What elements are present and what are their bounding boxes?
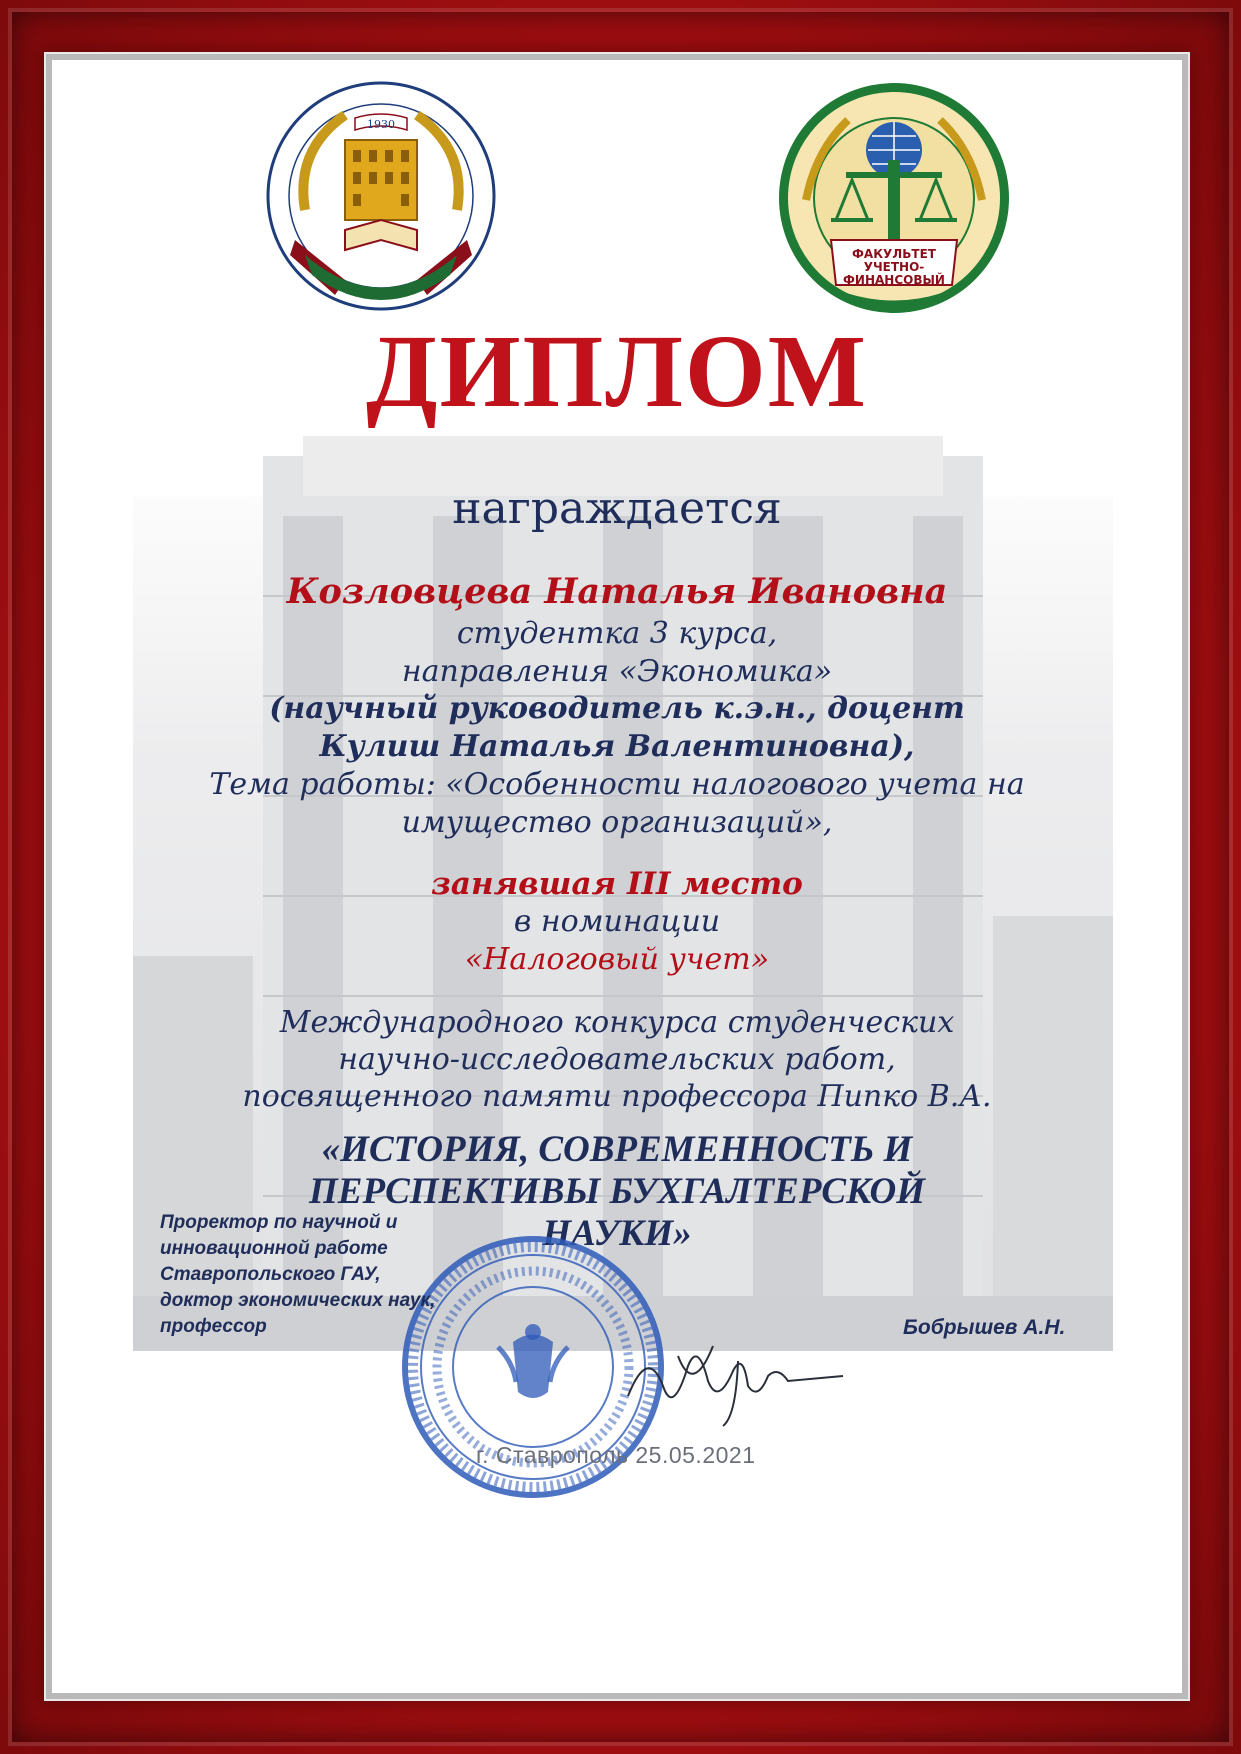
detail-line-2: направления «Экономика»: [401, 654, 833, 689]
stamp-date-text: г. Ставрополь 25.05.2021: [476, 1442, 756, 1468]
conference-title-line-1: «ИСТОРИЯ, СОВРЕМЕННОСТЬ И: [321, 1129, 913, 1170]
faculty-banner-line-1: ФАКУЛЬТЕТ: [852, 247, 936, 261]
recipient-name: Козловцева Наталья Ивановна: [286, 571, 948, 612]
position-line-2: инновационной работе: [160, 1238, 388, 1259]
emblem-year: 1930: [367, 118, 395, 131]
place-text: занявшая III место: [431, 866, 803, 902]
signatory-name: Бобрышев А.Н.: [903, 1316, 1066, 1339]
position-line-1: Проректор по научной и: [160, 1212, 398, 1233]
position-line-5: профессор: [160, 1316, 267, 1337]
detail-line-5: Тема работы: «Особенности налогового учета на: [209, 767, 1025, 802]
diploma-title: ДИПЛОМ: [366, 314, 868, 429]
nomination-name: «Налоговый учет»: [464, 942, 770, 977]
detail-line-3: (научный руководитель к.э.н., доцент: [269, 691, 965, 726]
university-emblem-logo: [265, 80, 497, 312]
faculty-emblem-logo: [776, 80, 1012, 316]
in-nomination-text: в номинации: [513, 904, 721, 939]
position-line-4: доктор экономических наук,: [160, 1290, 436, 1311]
faculty-banner-line-2: УЧЕТНО-: [863, 260, 925, 274]
conference-title-line-2: ПЕРСПЕКТИВЫ БУХГАЛТЕРСКОЙ: [309, 1171, 925, 1212]
detail-line-6: имущество организаций»,: [401, 805, 833, 840]
signatory-position: [160, 1210, 435, 1340]
contest-line-1: Международного конкурса студенческих: [279, 1005, 955, 1040]
position-line-3: Ставропольского ГАУ,: [160, 1264, 381, 1285]
handwritten-signature: [618, 1326, 848, 1436]
detail-line-4: Кулиш Наталья Валентиновна),: [319, 729, 915, 764]
detail-line-1: студентка 3 курса,: [456, 616, 778, 651]
conference-title-line-3: НАУКИ»: [542, 1213, 692, 1254]
faculty-banner-line-3: ФИНАНСОВЫЙ: [843, 273, 945, 287]
awarded-text: награждается: [452, 483, 782, 534]
diploma-sheet: [58, 66, 1176, 1687]
contest-line-2: научно-исследовательских работ,: [338, 1042, 896, 1077]
contest-line-3: посвященного памяти профессора Пипко В.А.: [242, 1079, 992, 1114]
